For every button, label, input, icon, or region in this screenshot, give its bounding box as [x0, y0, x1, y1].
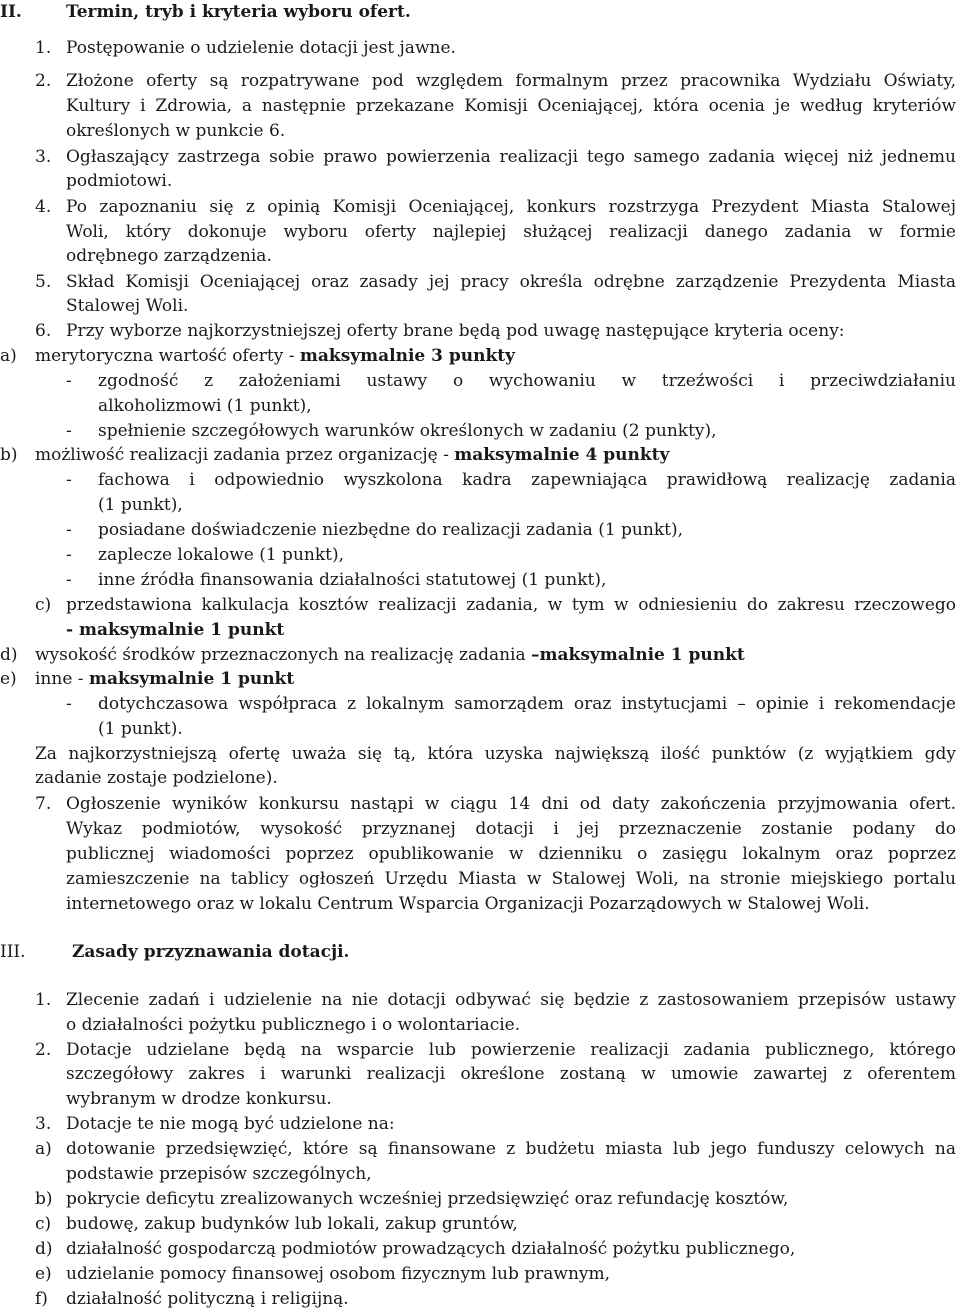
s3-item-2-cont: wybranym w drodze konkursu.	[66, 1089, 332, 1109]
summary: Za najkorzystniejszą ofertę uważa się tą, która uzyska największą ilość punktów (z wyjątkiem gdy	[35, 744, 956, 764]
criterion-b-sub-3: - zaplecze lokalowe (1 punkt),	[66, 545, 345, 565]
criterion-c-cont: - maksymalnie 1 punkt	[66, 620, 285, 640]
criterion-c: c) przedstawiona kalkulacja kosztów realizacji zadania, w tym w odniesieniu do zakresu rzeczowego	[35, 595, 956, 615]
section-title: Termin, tryb i kryteria wyboru ofert.	[66, 2, 411, 22]
item-4-cont: odrębnego zarządzenia.	[66, 246, 272, 266]
summary-cont: zadanie zostaje podzielone).	[35, 768, 278, 788]
item-7-cont: zamieszczenie na tablicy ogłoszeń Urzędu Miasta w Stalowej Woli, na stronie miejskiego portalu	[66, 869, 956, 889]
exclusion-c: c) budowę, zakup budynków lub lokali, zakup gruntów,	[35, 1214, 518, 1234]
s3-item-2: 2. Dotacje udzielane będą na wsparcie lub powierzenie realizacji zadania publicznego, którego	[35, 1040, 956, 1060]
item-7-cont: Wykaz podmiotów, wysokość przyznanej dotacji i jej przeznaczenie zostanie podany do	[66, 819, 956, 839]
exclusion-d: d) działalność gospodarczą podmiotów prowadzących działalność pożytku publicznego,	[35, 1239, 796, 1259]
s3-item-1: 1. Zlecenie zadań i udzielenie na nie dotacji odbywać się będzie z zastosowaniem przepisów ustawy	[35, 990, 956, 1010]
exclusion-b: b) pokrycie deficytu zrealizowanych wcześniej przedsięwzięć oraz refundację kosztów,	[35, 1189, 789, 1209]
criterion-d: d) wysokość środków przeznaczonych na realizację zadania –maksymalnie 1 punkt	[0, 645, 745, 665]
item-4: 4. Po zapoznaniu się z opinią Komisji Oceniającej, konkurs rozstrzyga Prezydent Miasta Stalowej	[35, 197, 956, 217]
section-title: Zasady przyznawania dotacji.	[72, 942, 350, 962]
item-7-cont: internetowego oraz w lokalu Centrum Wsparcia Organizacji Pozarządowych w Stalowej Woli.	[66, 894, 870, 914]
criterion-a-sub-1: - zgodność z założeniami ustawy o wychowaniu w trzeźwości i przeciwdziałaniu	[66, 371, 956, 391]
criterion-e-sub-1-cont: (1 punkt).	[98, 719, 183, 739]
item-3-cont: podmiotowi.	[66, 171, 173, 191]
exclusion-a-cont: podstawie przepisów szczególnych,	[66, 1164, 372, 1184]
s3-item-3: 3. Dotacje te nie mogą być udzielone na:	[35, 1114, 395, 1134]
s3-item-2-cont: szczegółowy zakres i warunki realizacji określone zostaną w umowie zawartej z oferentem	[66, 1064, 956, 1084]
criterion-b-sub-4: - inne źródła finansowania działalności statutowej (1 punkt),	[66, 570, 607, 590]
section-3-heading	[0, 941, 960, 963]
item-1: 1. Postępowanie o udzielenie dotacji jest jawne.	[35, 38, 456, 58]
s3-item-1-cont: o działalności pożytku publicznego i o wolontariacie.	[66, 1015, 521, 1035]
item-3: 3. Ogłaszający zastrzega sobie prawo powierzenia realizacji tego samego zadania więcej niż jednemu	[35, 147, 956, 167]
criterion-a: a) merytoryczna wartość oferty - maksymalnie 3 punkty	[0, 346, 516, 366]
item-7: 7. Ogłoszenie wyników konkursu nastąpi w ciągu 14 dni od daty zakończenia przyjmowania ofert.	[35, 794, 956, 814]
criterion-a-sub-1-cont: alkoholizmowi (1 punkt),	[98, 396, 312, 416]
criterion-b-sub-1: - fachowa i odpowiednio wyszkolona kadra zapewniająca prawidłową realizację zadania	[66, 470, 956, 490]
item-2-cont: Kultury i Zdrowia, a następnie przekazane Komisji Oceniającej, która ocenia je według kryteriów	[66, 96, 956, 116]
criterion-b-sub-2: - posiadane doświadczenie niezbędne do realizacji zadania (1 punkt),	[66, 520, 683, 540]
item-7-cont: publicznej wiadomości poprzez opublikowanie w dzienniku o zasięgu lokalnym oraz poprzez	[66, 844, 956, 864]
criterion-e-sub-1: - dotychczasowa współpraca z lokalnym samorządem oraz instytucjami – opinie i rekomendacje	[66, 694, 956, 714]
item-2-cont: określonych w punkcie 6.	[66, 121, 286, 141]
exclusion-e: e) udzielanie pomocy finansowej osobom fizycznym lub prawnym,	[35, 1264, 611, 1284]
criterion-e: e) inne - maksymalnie 1 punkt	[0, 669, 295, 689]
criterion-b: b) możliwość realizacji zadania przez organizację - maksymalnie 4 punkty	[0, 445, 670, 465]
section-number: II.	[0, 2, 22, 22]
item-5-cont: Stalowej Woli.	[66, 296, 189, 316]
criterion-b-sub-1-cont: (1 punkt),	[98, 495, 183, 515]
exclusion-a: a) dotowanie przedsięwzięć, które są finansowane z budżetu miasta lub jego funduszy celowych na	[35, 1139, 956, 1159]
item-5: 5. Skład Komisji Oceniającej oraz zasady jej pracy określa odrębne zarządzenie Prezydenta Miasta	[35, 272, 956, 292]
item-4-cont: Woli, który dokonuje wyboru oferty najlepiej służącej realizacji danego zadania w formie	[66, 222, 956, 242]
item-2: 2. Złożone oferty są rozpatrywane pod względem formalnym przez pracownika Wydziału Oświaty,	[35, 71, 956, 91]
section-number: III.	[0, 942, 26, 962]
item-6: 6. Przy wyborze najkorzystniejszej oferty brane będą pod uwagę następujące kryteria oceny:	[35, 321, 845, 341]
section-2-heading	[0, 1, 960, 23]
criterion-a-sub-2: - spełnienie szczegółowych warunków określonych w zadaniu (2 punkty),	[66, 421, 717, 441]
exclusion-f: f) działalność polityczną i religijną.	[35, 1289, 349, 1309]
